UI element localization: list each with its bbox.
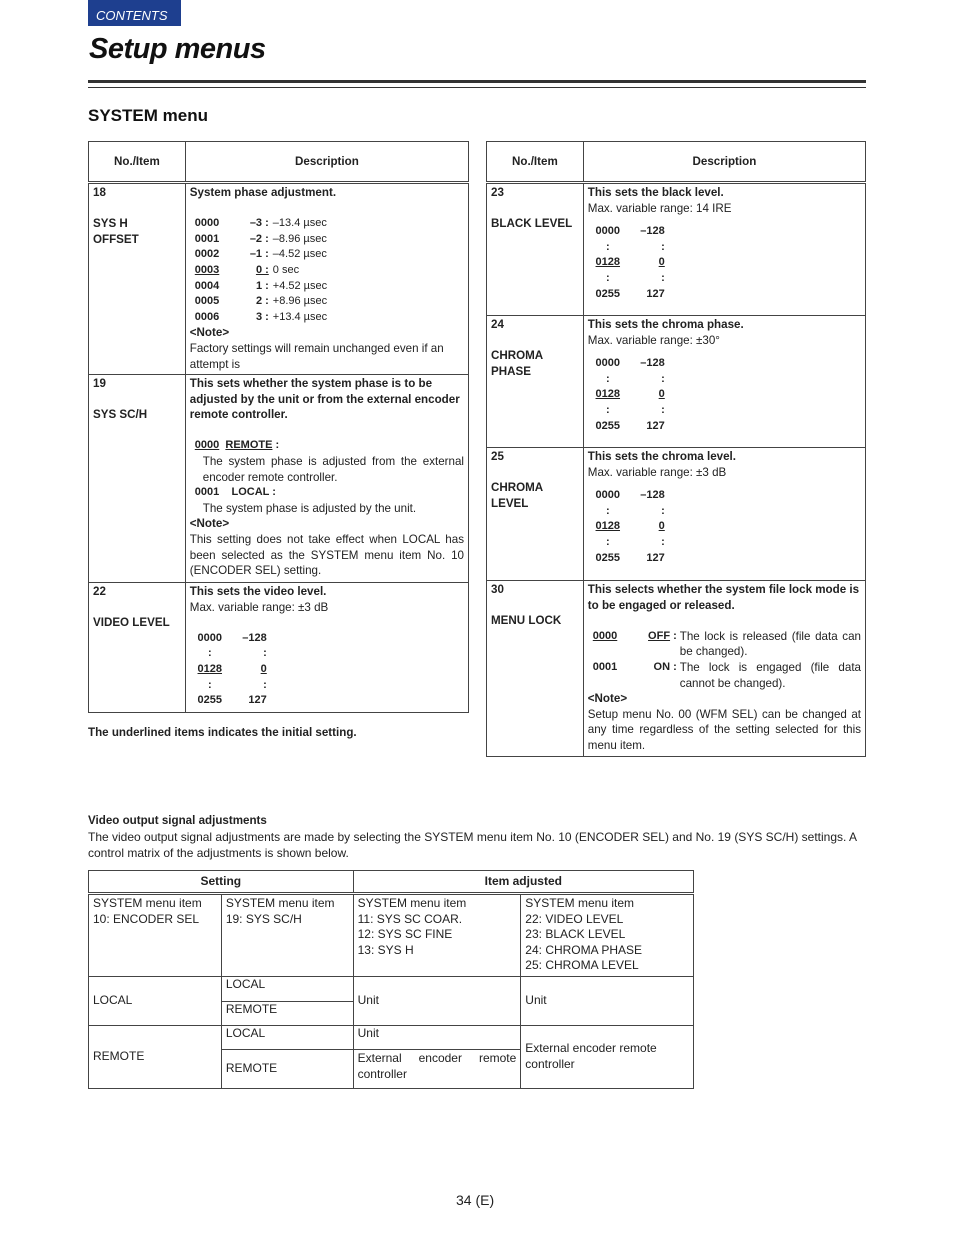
matrix-cell: LOCAL [221,977,353,1002]
matrix-cell: REMOTE [221,1002,353,1026]
matrix-cell: SYSTEM menu item [357,896,467,910]
item-title: This sets the black level. [587,186,724,199]
matrix-cell: Unit [521,977,694,1026]
note-label: <Note> [189,517,230,531]
item-number: 22 [93,585,106,598]
matrix-cell: 22: VIDEO LEVEL [525,911,624,926]
item-name: CHROMA [491,349,544,363]
matrix-cell: 13: SYS H [357,942,414,957]
matrix-cell: 24: CHROMA PHASE [525,942,642,957]
option-desc: The system phase is adjusted from the external encoder remote controller. [202,454,464,484]
matrix-cell: External encoder remote controller [353,1050,521,1089]
table-row [89,977,694,1002]
matrix-cell: Unit [353,1026,521,1050]
item-number: 30 [491,583,504,596]
item-number: 24 [491,318,504,331]
item-name: BLACK LEVEL [491,217,573,231]
item-title: This sets the chroma phase. [587,318,744,331]
video-output-text: The video output signal adjustments are made by selecting the SYSTEM menu item No. 10 (ENCODER SEL) and No. 19 (SYS SC/H) settings. A control matrix of the adjustments is shown below. [88,830,857,860]
page-title: Setup menus [89,33,266,65]
item-name: PHASE [491,364,531,378]
setting-row: 0001 –2 : –8.96 µsec [194,232,327,245]
matrix-cell: REMOTE [221,1050,353,1089]
table-row [89,1026,694,1050]
page-number: 34 (E) [456,1192,495,1208]
matrix-cell: External encoder remote controller [521,1026,694,1089]
matrix-cell: LOCAL [89,977,222,1026]
matrix-header-setting: Setting [89,871,354,894]
matrix-cell: 25: CHROMA LEVEL [525,958,639,973]
level-scale: 0000 –128 : : 0128 0 : : 0255 127 [595,357,665,432]
title-rule [88,80,866,83]
note-text: This setting does not take effect when LOCAL has been selected as the SYSTEM menu item No. 10 (ENCODER SEL) setting. [189,532,464,578]
matrix-cell: SYSTEM menu item [225,896,335,910]
control-matrix-table [88,870,694,1089]
col-header-description: Description [185,142,468,183]
setting-row: 0000 –3 : –13.4 µsec [194,217,327,230]
matrix-cell: LOCAL [221,1026,353,1050]
item-name: OFFSET [93,232,139,246]
item-range: Max. variable range: ±3 dB [189,600,329,614]
matrix-cell: 10: ENCODER SEL [93,911,200,926]
option-line: 0001 ON : The lock is engaged (file data cannot be changed). [592,660,861,690]
setting-row: 0006 3 : +13.4 µsec [194,310,328,323]
item-name: SYS H [93,217,128,231]
option-line: 0000 OFF : The lock is released (file data can be changed). [592,629,861,659]
title-rule-thin [88,87,866,88]
matrix-cell: SYSTEM menu item [93,896,202,910]
item-range: Max. variable range: ±3 dB [587,465,727,479]
level-scale: 0000 –128 : : 0128 0 : : 0255 127 [595,225,665,300]
table-row [487,316,866,448]
item-name: MENU LOCK [491,614,562,628]
level-scale: 0000 –128 : : 0128 0 : : 0255 127 [197,631,267,707]
item-title: System phase adjustment. [189,186,337,199]
item-number: 25 [491,450,504,463]
note-text: Factory settings will remain unchanged even if an attempt is [189,341,444,371]
section-title: SYSTEM menu [88,106,208,125]
contents-link[interactable]: CONTENTS [88,0,181,26]
option-desc: The system phase is adjusted by the unit. [202,501,417,515]
video-output-heading: Video output signal adjustments [88,814,267,827]
table-row [89,183,469,375]
item-title: This selects whether the system file lock mode is to be engaged or released. [587,583,860,612]
item-number: 23 [491,186,504,199]
table-row [487,448,866,581]
item-name: LEVEL [491,496,529,510]
setting-list [195,216,464,325]
matrix-cell: Unit [353,977,521,1026]
col-header-description: Description [583,142,865,183]
option-line: 0001 LOCAL : [194,486,276,499]
setting-row: 0005 2 : +8.96 µsec [194,295,328,308]
matrix-cell: SYSTEM menu item [525,896,634,910]
note-label: <Note> [189,326,230,340]
item-title: This sets whether the system phase is to be adjusted by the unit or from the external encoder remote controller. [189,377,460,422]
table-row [487,581,866,757]
matrix-cell: 23: BLACK LEVEL [525,927,626,942]
item-name: SYS SC/H [93,408,148,422]
note-text: Setup menu No. 00 (WFM SEL) can be changed at any time regardless of the setting selected for this menu item. [587,707,861,752]
table-row [89,375,469,583]
table-row [487,183,866,316]
left-menu-table [88,141,469,713]
table-row [89,583,469,713]
col-header-no-item: No./Item [89,142,186,183]
matrix-cell: 19: SYS SC/H [225,911,302,926]
item-range: Max. variable range: 14 IRE [587,201,732,215]
matrix-header-item: Item adjusted [353,871,693,894]
item-name: CHROMA [491,481,544,495]
note-label: <Note> [587,692,628,706]
setting-row-default: 0003 0 : 0 sec [194,263,300,276]
setting-row: 0004 1 : +4.52 µsec [194,279,328,292]
matrix-cell: 12: SYS SC FINE [357,927,453,942]
matrix-cell: 11: SYS SC COAR. [357,911,463,926]
item-number: 19 [93,377,106,390]
item-title: This sets the chroma level. [587,450,736,463]
right-menu-table [486,141,866,757]
item-number: 18 [93,186,106,199]
item-range: Max. variable range: ±30° [587,333,720,347]
col-header-no-item: No./Item [487,142,584,183]
matrix-cell: REMOTE [89,1026,222,1089]
item-name: VIDEO LEVEL [93,616,170,630]
option-line: 0000 REMOTE : [194,439,280,452]
item-title: This sets the video level. [189,585,327,598]
level-scale: 0000 –128 : : 0128 0 : : 0255 127 [595,489,665,564]
footnote: The underlined items indicates the initial setting. [88,726,357,739]
setting-row: 0002 –1 : –4.52 µsec [194,248,327,261]
table-row [89,894,694,977]
